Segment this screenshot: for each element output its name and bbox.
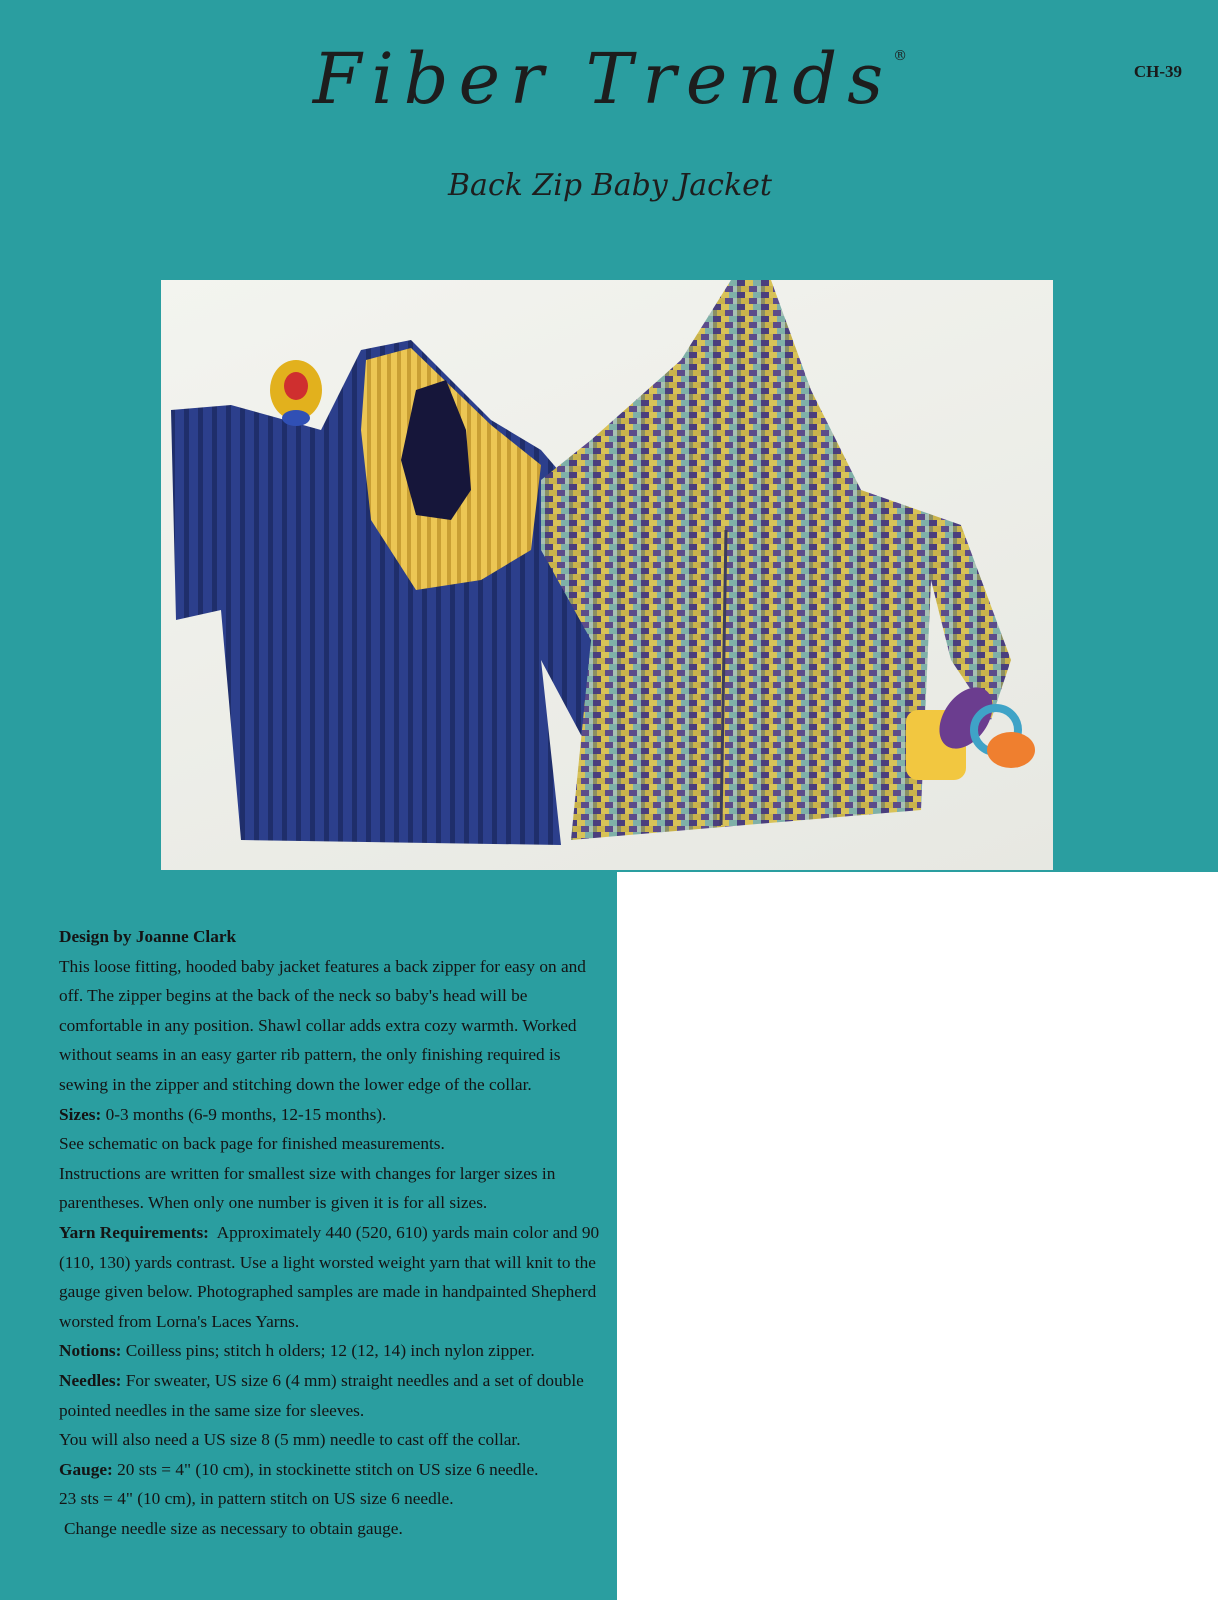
blank-panel [617,872,1218,1600]
sizes-value: 0-3 months (6-9 months, 12-15 months). [105,1104,387,1124]
needles-line [59,1366,607,1425]
notions-label: Notions: [59,1341,122,1361]
needles-value: For sweater, US size 6 (4 mm) straight needles and a set of double pointed needles in the same size for sleeves. [59,1370,584,1420]
sizes-label: Sizes: [59,1104,102,1124]
brand-logo [300,38,920,120]
gauge-note-1: 23 sts = 4" (10 cm), in pattern stitch on US size 6 needle. [59,1489,454,1509]
jackets-illustration [161,280,1053,870]
registered-mark: ® [893,48,908,64]
needles-note: You will also need a US size 8 (5 mm) needle to cast off the collar. [59,1430,521,1450]
toy-ball [270,360,322,426]
needles-label: Needles: [59,1370,122,1390]
sizes-note-1: See schematic on back page for finished measurements. [59,1134,445,1154]
notions-value: Coilless pins; stitch h olders; 12 (12, 14) inch nylon zipper. [125,1341,535,1361]
product-photo [161,280,1053,870]
design-credit: Design by Joanne Clark [59,927,237,946]
gauge-note-2: Change needle size as necessary to obtain gauge. [64,1518,403,1538]
yarn-label: Yarn Requirements: [59,1222,209,1242]
gauge-label: Gauge: [59,1459,113,1479]
pattern-description [59,922,607,1543]
gauge-line [59,1455,607,1485]
brand-name: Fiber Trends [312,38,894,120]
notions-line [59,1336,607,1366]
sizes-line [59,1100,607,1130]
pattern-code: CH-39 [1133,62,1182,81]
yarn-value: Approximately 440 (520, 610) yards main color and 90 (110, 130) yards contrast. Use a light worsted weight yarn that will knit to the gauge given below. Photographed samples are made in handpainted Shepherd worsted from Lorna's Laces Yarns. [59,1222,600,1331]
yarn-line [59,1218,607,1336]
gauge-value: 20 sts = 4" (10 cm), in stockinette stitch on US size 6 needle. [117,1459,539,1479]
intro-text: This loose fitting, hooded baby jacket features a back zipper for easy on and off. The zipper begins at the back of the neck so baby's head will be comfortable in any position. Shawl collar adds extra cozy warmth. Worked without seams in an easy garter rib pattern, the only finishing required is sewing in the zipper and stitching down the lower edge of the collar. [59,956,586,1094]
sizes-note-2: Instructions are written for smallest size with changes for larger sizes in parentheses. When only one number is given it is for all sizes. [59,1163,556,1213]
pattern-title: Back Zip Baby Jacket [448,168,772,203]
